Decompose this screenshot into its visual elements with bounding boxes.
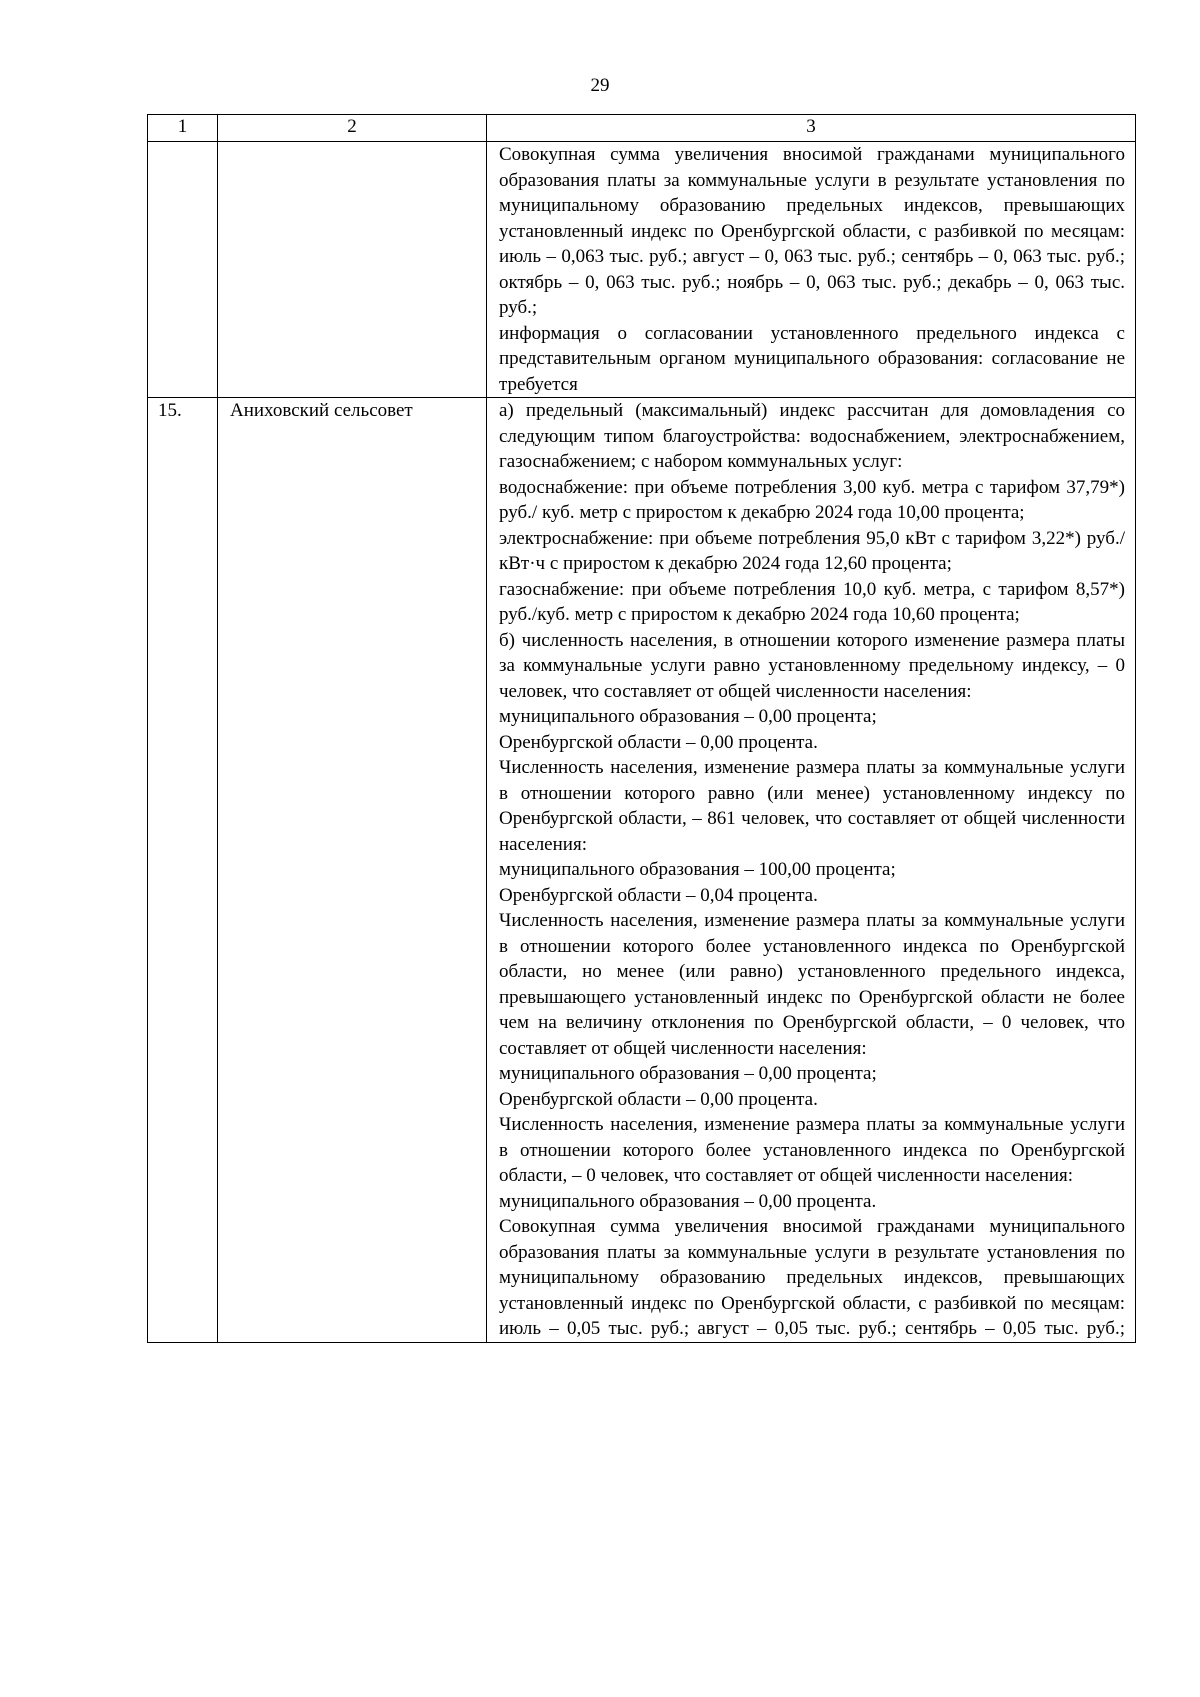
paragraph: муниципального образования – 0,00 процента; [499, 706, 877, 727]
paragraph: газоснабжение: при объеме потребления 10,0 куб. метра, с тарифом 8,57*) руб./куб. метр с приростом к декабрю 2024 года 10,60 процента; [499, 578, 1125, 625]
paragraph: Численность населения, изменение размера платы за коммунальные услуги в отношении которого более установленного индекса по Оренбургской области, – 0 человек, что составляет от общей численности населения: [499, 1114, 1125, 1186]
paragraph: Численность населения, изменение размера платы за коммунальные услуги в отношении которого более установленного индекса по Оренбургской области, но менее (или равно) установленного предельного индекса, превышающего установленный индекс по Оренбургской области не более чем на величину отклонения по Оренбургской области, – 0 человек, что составляет от общей численности населения: [499, 910, 1125, 1059]
row-name-cell [218, 142, 487, 398]
table-row-continuation [148, 142, 1136, 398]
paragraph: Численность населения, изменение размера платы за коммунальные услуги в отношении которого равно (или менее) установленному индексу по Оренбургской области, – 861 человек, что составляет от общей численности населения: [499, 757, 1125, 855]
paragraph: Оренбургской области – 0,00 процента. [499, 731, 818, 753]
column-header-2: 2 [218, 115, 487, 142]
row-name-cell: Аниховский сельсовет [218, 398, 487, 1343]
paragraph: Совокупная сумма увеличения вносимой гражданами муниципального образования платы за коммунальные услуги в результате установления по муниципальному образованию предельных индексов, превышающих установленный индекс по Оренбургской области, с разбивкой по месяцам: июль – 0,063 тыс. руб.; август – 0, 063 тыс. руб.; сентябрь – 0, 063 тыс. руб.; октябрь – 0, 063 тыс. руб.; ноябрь – 0, 063 тыс. руб.; декабрь – 0, 063 тыс. руб.; [499, 144, 1125, 318]
row-number-cell: 15. [148, 398, 218, 1343]
table-header-row [148, 115, 1136, 142]
paragraph: Оренбургской области – 0,04 процента. [499, 884, 818, 906]
column-header-1: 1 [148, 115, 218, 142]
paragraph: муниципального образования – 100,00 процента; [499, 859, 896, 880]
row-number-cell [148, 142, 218, 398]
paragraph: информация о согласовании установленного предельного индекса с представительным органом муниципального образования: согласование не требуется [499, 322, 1125, 395]
column-header-3: 3 [487, 115, 1136, 142]
paragraph: муниципального образования – 0,00 процента. [499, 1190, 877, 1212]
data-table [147, 114, 1136, 1343]
table-row-15 [148, 398, 1136, 1343]
row-text-cell [487, 142, 1136, 398]
paragraph: б) численность населения, в отношении которого изменение размера платы за коммунальные услуги равно установленному предельному индексу, – 0 человек, что составляет от общей численности населения: [499, 629, 1125, 702]
paragraph: электроснабжение: при объеме потребления 95,0 кВт с тарифом 3,22*) руб./кВт·ч с приростом к декабрю 2024 года 12,60 процента; [499, 527, 1125, 574]
row-text-cell [487, 398, 1136, 1343]
paragraph: водоснабжение: при объеме потребления 3,00 куб. метра с тарифом 37,79*) руб./ куб. метр с приростом к декабрю 2024 года 10,00 процента; [499, 476, 1125, 523]
paragraph: муниципального образования – 0,00 процента; [499, 1063, 877, 1084]
paragraph: а) предельный (максимальный) индекс рассчитан для домовладения со следующим типом благоустройства: водоснабжением, электроснабжением, газоснабжением; с набором коммунальных услуг: [499, 400, 1125, 472]
paragraph: Совокупная сумма увеличения вносимой гражданами муниципального образования платы за коммунальные услуги в результате установления по муниципальному образованию предельных индексов, превышающих установленный индекс по Оренбургской области, с разбивкой по месяцам: июль – 0,05 тыс. руб.; август – 0,05 тыс. руб.; сентябрь – 0,05 тыс. руб.; [499, 1216, 1125, 1339]
paragraph: Оренбургской области – 0,00 процента. [499, 1088, 818, 1110]
page-number: 29 [590, 75, 610, 96]
